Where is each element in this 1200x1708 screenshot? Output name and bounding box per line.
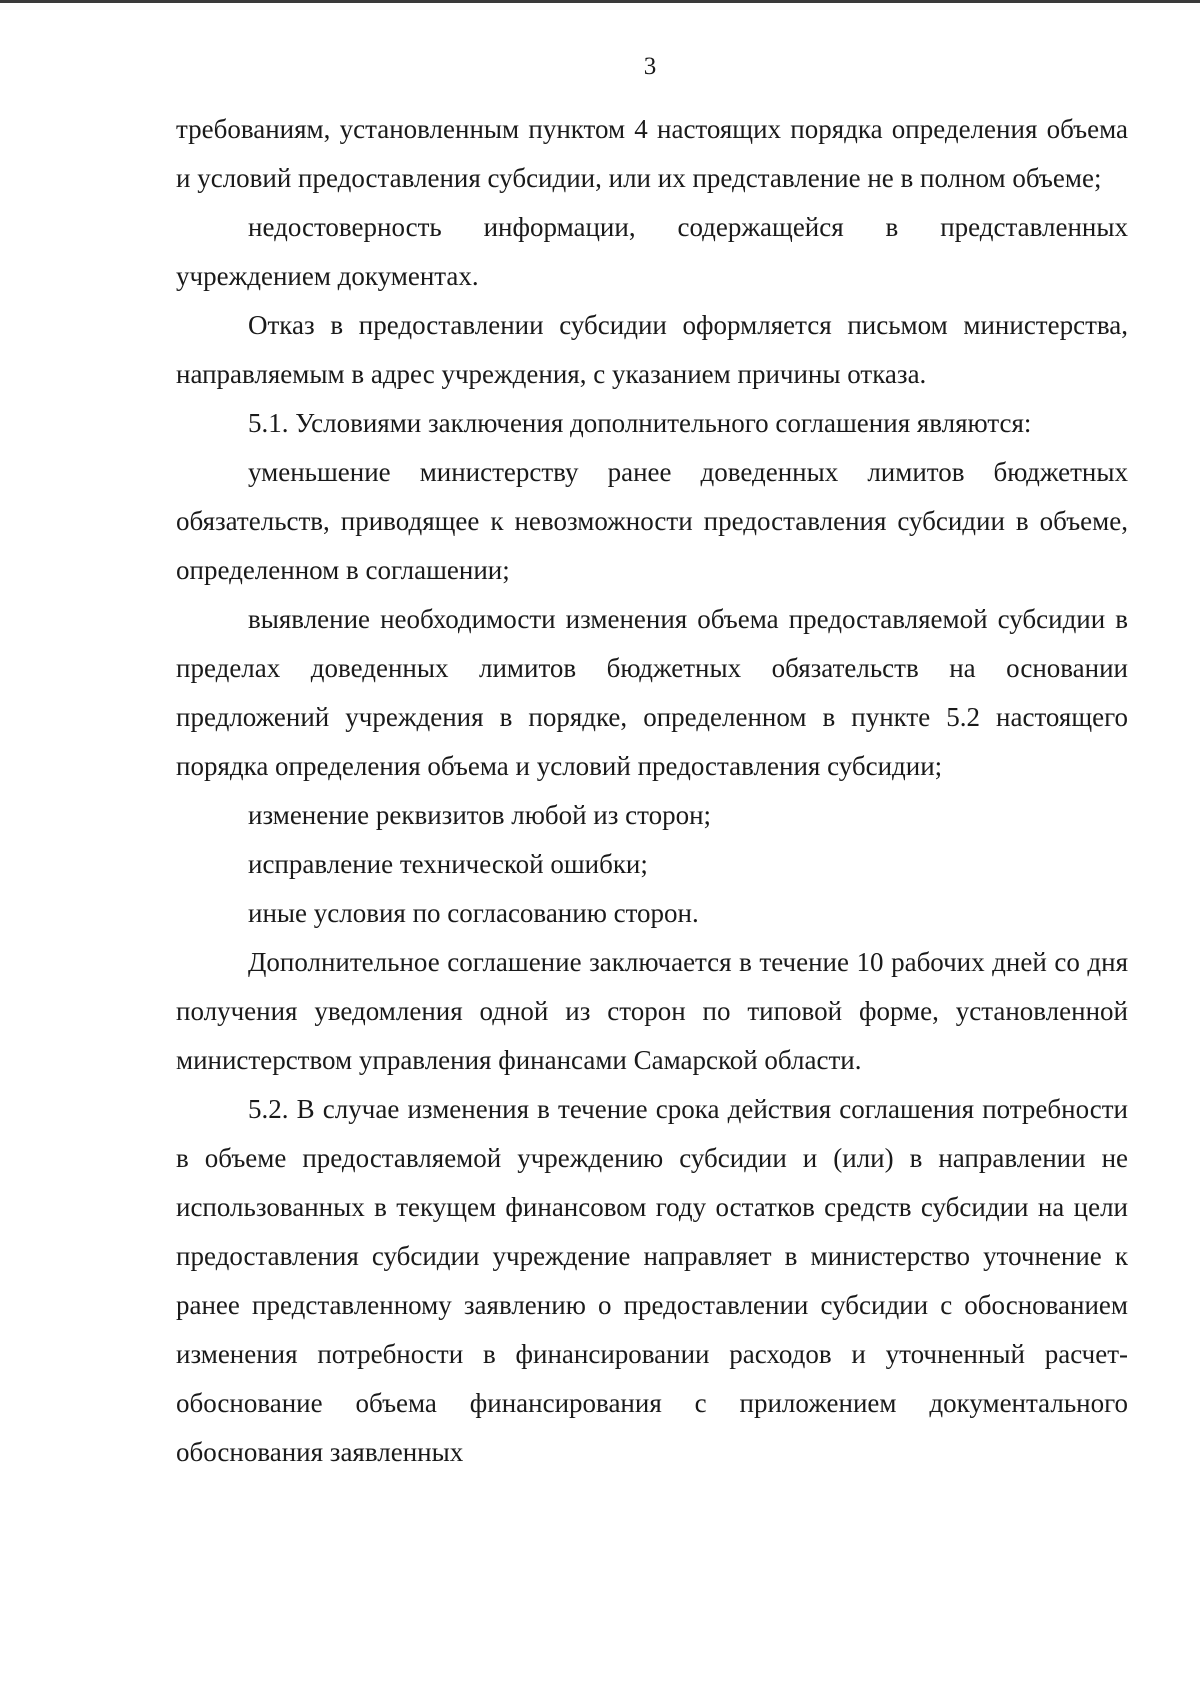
paragraph-5-2: 5.2. В случае изменения в течение срока действия соглашения потребности в объеме предоставляемой учреждению субсидии и (или) в направлении не использованных в текущем финансовом году остатков средств субсидии на цели предоставления субсидии учреждение направляет в министерство уточнение к ранее представленному заявлению о предоставлении субсидии с обоснованием изменения потребности в финансировании расходов и уточненный расчет-обоснование объема финансирования с приложением документального обоснования заявленных — [176, 1094, 1128, 1467]
paragraph-additional-agreement: Дополнительное соглашение заключается в течение 10 рабочих дней со дня получения уведомления одной из сторон по типовой форме, установленной министерством управления финансами Самарской области. — [176, 947, 1128, 1075]
paragraph-requirements: требованиям, установленным пунктом 4 настоящих порядка определения объема и условий предоставления субсидии, или их представление не в полном объеме; — [176, 114, 1128, 193]
paragraph-volume-change: выявление необходимости изменения объема предоставляемой субсидии в пределах доведенных лимитов бюджетных обязательств на основании предложений учреждения в порядке, определенном в пункте 5.2 настоящего порядка определения объема и условий предоставления субсидии; — [176, 604, 1128, 781]
scan-edge-line — [0, 0, 1200, 3]
paragraph-limits-reduction: уменьшение министерству ранее доведенных лимитов бюджетных обязательств, приводящее к невозможности предоставления субсидии в объеме, определенном в соглашении; — [176, 457, 1128, 585]
page-number: 3 — [643, 53, 657, 80]
paragraph-technical-error: исправление технической ошибки; — [248, 849, 648, 879]
paragraph-unreliable-info: недостоверность информации, содержащейся в представленных учреждением документах. — [176, 212, 1128, 291]
paragraph-5-1-heading: 5.1. Условиями заключения дополнительного соглашения являются: — [248, 408, 1032, 438]
paragraph-requisites-change: изменение реквизитов любой из сторон; — [248, 800, 712, 830]
paragraph-refusal: Отказ в предоставлении субсидии оформляется письмом министерства, направляемым в адрес учреждения, с указанием причины отказа. — [176, 310, 1128, 389]
document-body — [176, 105, 1128, 1477]
paragraph-other-conditions: иные условия по согласованию сторон. — [248, 898, 699, 928]
